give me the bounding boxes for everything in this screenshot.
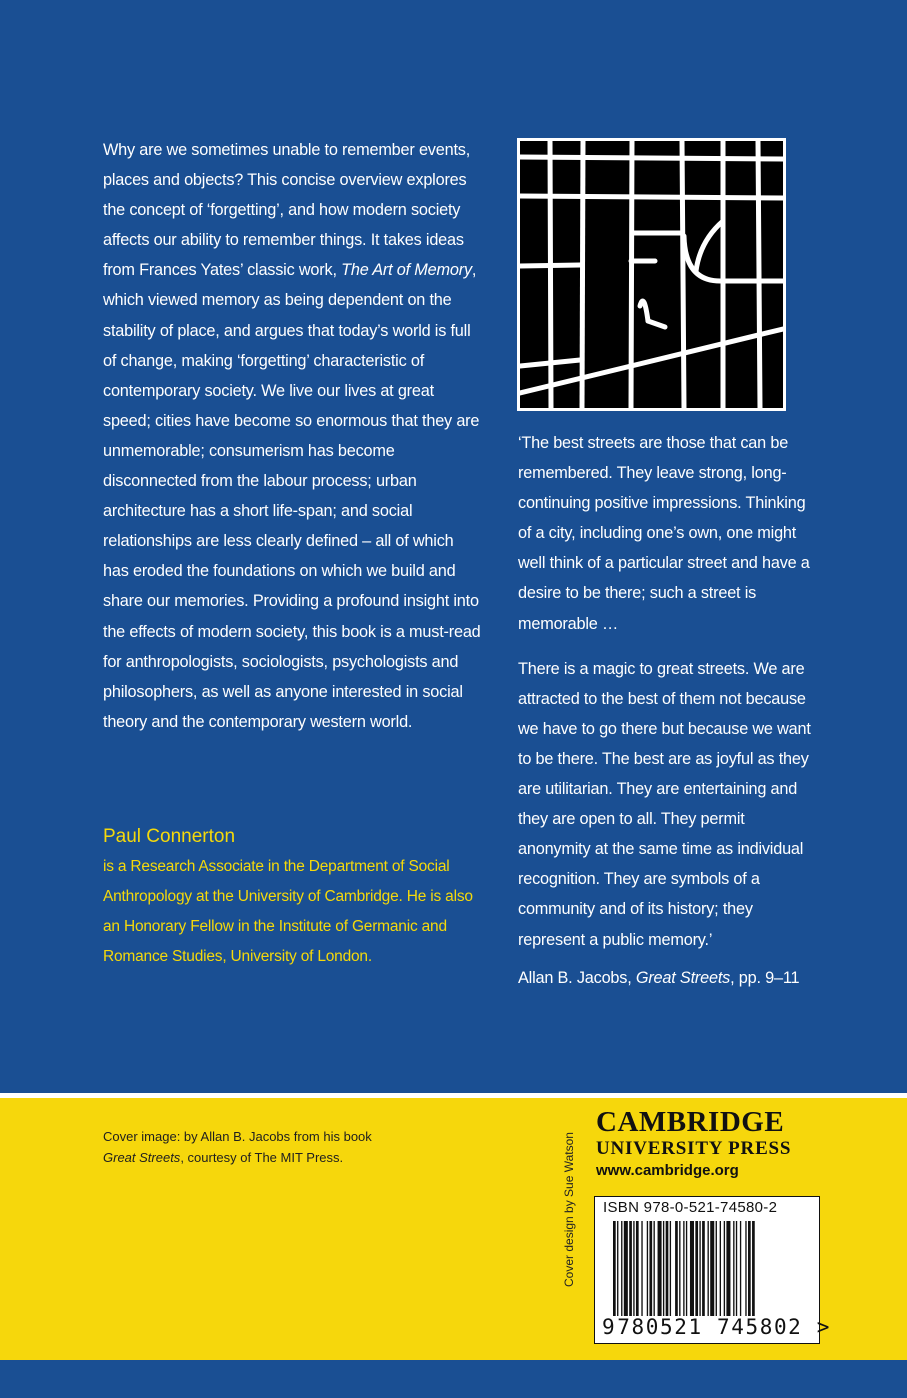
publisher-footer (0, 1098, 907, 1360)
barcode-bar (670, 1221, 671, 1316)
quote-attribution: Allan B. Jacobs, Great Streets, pp. 9–11 (518, 968, 800, 987)
barcode-bar (647, 1221, 648, 1316)
barcode-svg (613, 1221, 803, 1316)
quote-paragraph-1: ‘The best streets are those that can be remembered. They leave strong, long-continuing positive impressions. Thinking of a city, including one’s own, one might well think of a particular street and have a desire to be there; such a street is memorable … (518, 434, 810, 633)
publisher-url[interactable]: www.cambridge.org (596, 1162, 739, 1179)
barcode-bar (654, 1221, 655, 1316)
barcode-bar (649, 1221, 652, 1316)
barcode-bar (617, 1221, 618, 1316)
barcode-bar (716, 1221, 717, 1316)
barcode-bar (641, 1221, 642, 1316)
barcode-bar (695, 1221, 698, 1316)
author-block (103, 822, 483, 972)
barcode-bar (658, 1221, 662, 1316)
barcode-bar (733, 1221, 734, 1316)
barcode-bar (629, 1221, 632, 1316)
barcode-bar (752, 1221, 755, 1316)
quote-paragraph-2: There is a magic to great streets. We are attracted to the best of them not because we have to go there but because we want to be there. The best are as joyful as they are utilitarian. They are entertaining and they are open to all. They permit anonymity at the same time as individual recognition. They are symbols of a community and of its history; they represent a public memory.’ (518, 659, 811, 949)
barcode-bar (720, 1221, 721, 1316)
author-name: Paul Connerton (103, 826, 236, 847)
barcode-number: 9780521 745802 > (602, 1315, 831, 1339)
barcode-bar (683, 1221, 684, 1316)
author-bio: is a Research Associate in the Department of Social Anthropology at the University of Cambridge. He is also an Honorary Fellow in the Institute of Germanic and Romance Studies, University of London. (103, 858, 473, 965)
barcode-bar (675, 1221, 678, 1316)
barcode-bar (666, 1221, 669, 1316)
publisher-logo (596, 1106, 836, 1182)
barcode-bar (621, 1221, 622, 1316)
blurb-book-title: The Art of Memory (341, 261, 472, 280)
barcode-bar (663, 1221, 664, 1316)
barcode-bar (710, 1221, 714, 1316)
barcode-bar (633, 1221, 634, 1316)
barcode-bar (686, 1221, 687, 1316)
barcode-bar (690, 1221, 694, 1316)
barcode-bar (679, 1221, 680, 1316)
street-quote (518, 428, 818, 993)
barcode-bar (708, 1221, 709, 1316)
publisher-name: CAMBRIDGE (596, 1106, 785, 1138)
publisher-subtitle: UNIVERSITY PRESS (596, 1138, 792, 1159)
street-map-drawing (520, 141, 783, 408)
barcode-bar (699, 1221, 700, 1316)
barcode-bar (726, 1221, 730, 1316)
cover-designer-credit: Cover design by Sue Watson (562, 1132, 576, 1287)
barcode-bar (624, 1221, 628, 1316)
barcode-bar (745, 1221, 746, 1316)
barcode-bar (636, 1221, 639, 1316)
barcode-bar (724, 1221, 725, 1316)
street-map-image (517, 138, 786, 411)
barcode-bar (613, 1221, 616, 1316)
barcode-bar (748, 1221, 751, 1316)
blurb-text: Why are we sometimes unable to remember events, places and objects? This concise overview explores the concept of ‘forgetting’, and how modern society affects our ability to remember things. It takes ideas from Frances Yates’ classic work, The Art of Memory, which viewed memory as being dependent on the stability of place, and argues that today’s world is full of change, making ‘forgetting’ characteristic of contemporary society. We live our lives at great speed; cities have become so enormous that they are unmemorable; consumerism has become disconnected from the labour process; urban architecture has a short life-span; and social relationships are less clearly defined – all of which has eroded the foundations on which we build and share our memories. Providing a profound insight into the effects of modern society, this book is a must-read for anthropologists, sociologists, psychologists and philosophers, as well as anyone interested in social theory and the contemporary western world. (103, 141, 481, 731)
cover-image-credit: Cover image: by Allan B. Jacobs from his book Great Streets, courtesy of The MIT Press. (103, 1129, 372, 1165)
isbn-barcode (594, 1196, 831, 1344)
barcode-bar (740, 1221, 741, 1316)
barcode-bar (702, 1221, 705, 1316)
barcode-bars (613, 1221, 803, 1316)
barcode-bar (736, 1221, 737, 1316)
isbn-label: ISBN 978-0-521-74580-2 (603, 1199, 778, 1216)
